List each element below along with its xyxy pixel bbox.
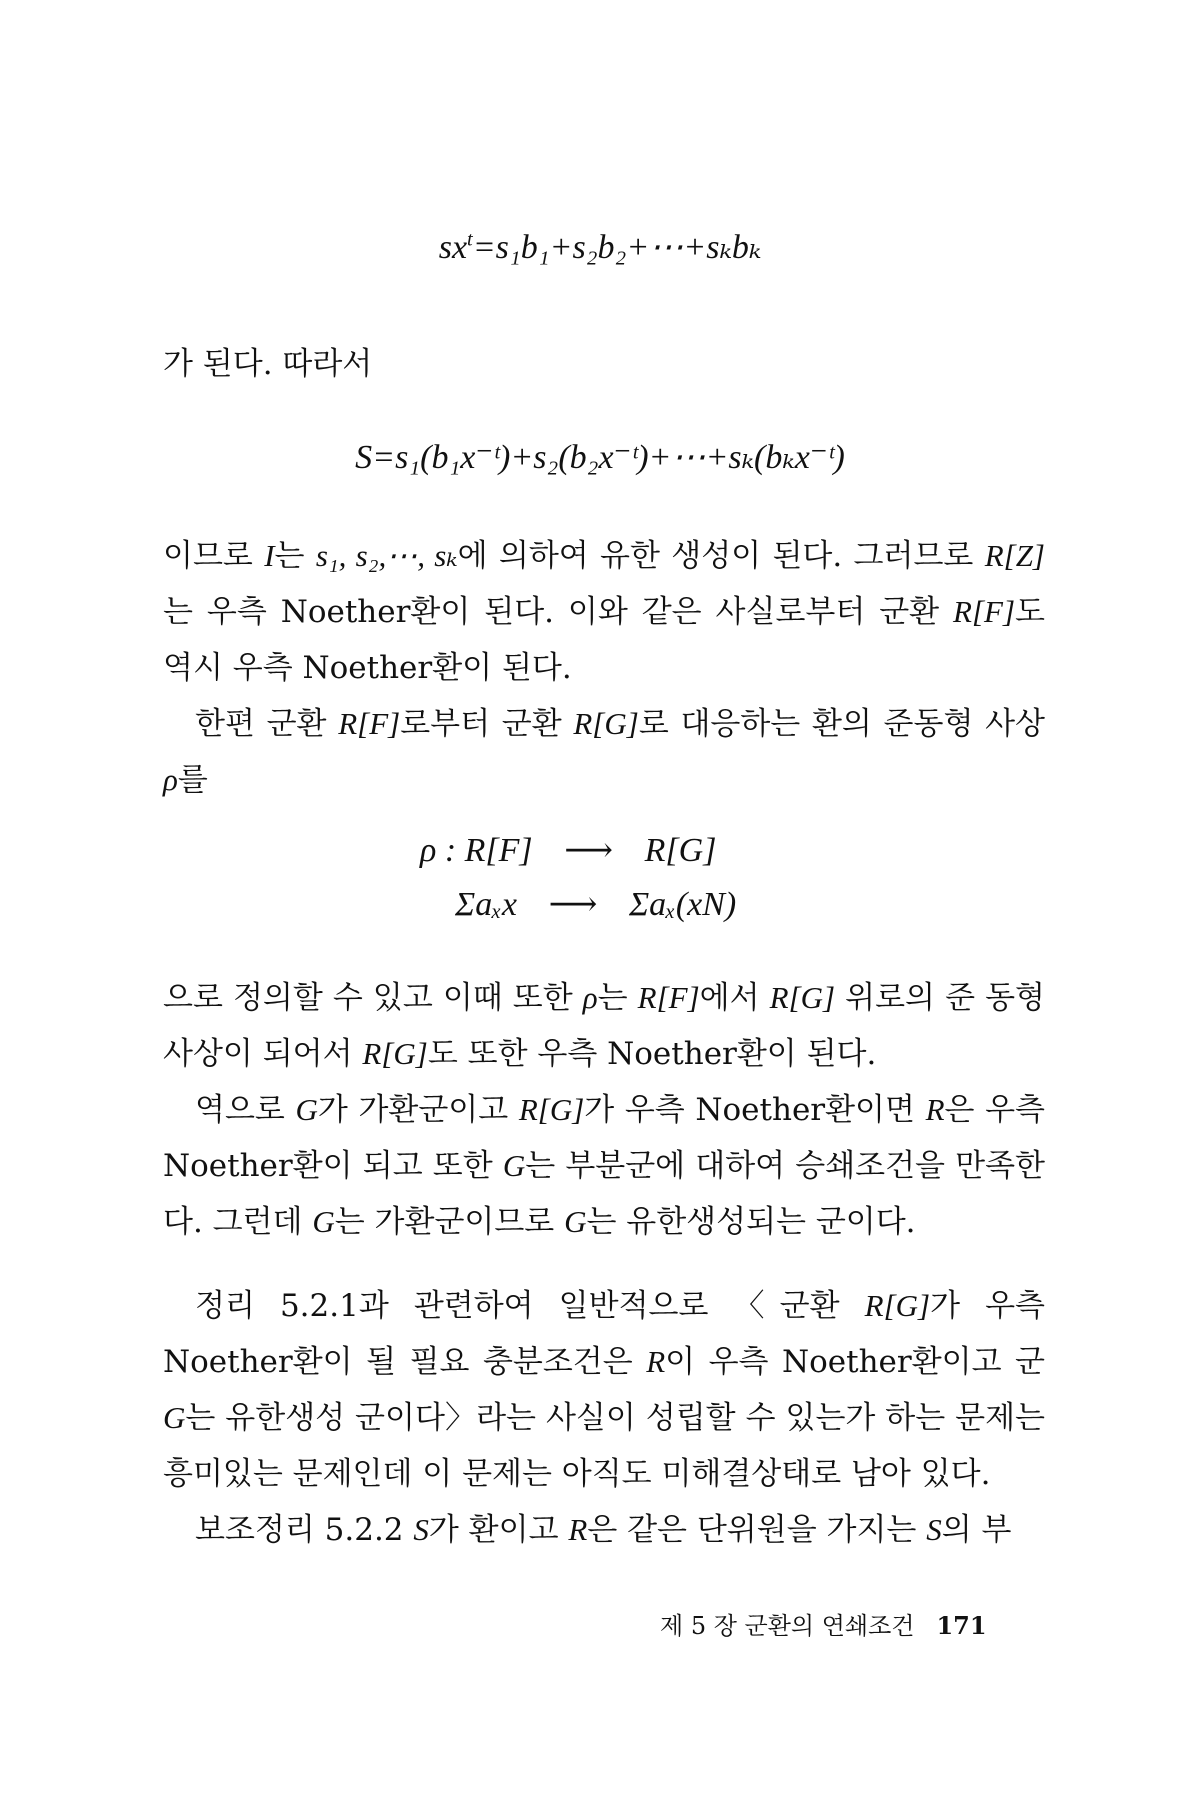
long-arrow-icon: ⟶ [548,886,598,923]
long-arrow-icon: ⟶ [564,832,614,869]
paragraph-onto-homomorphism: 으로 정의할 수 있고 이때 또한 ρ는 R[F]에서 R[G] 위로의 준 동형사상이 되어서 R[G]도 또한 우측 Noether환이 된다. [163,980,1045,1072]
mapping-rho-line2: Σaₓx ⟶ Σaₓ(xN) [455,878,736,932]
page-number: 171 [936,1611,987,1640]
equation-S-sum: S=s₁(b₁x⁻ᵗ)+s₂(b₂x⁻ᵗ)+⋯+sₖ(bₖx⁻ᵗ) [355,439,845,476]
paragraph-finite-generation: 이므로 I는 s₁, s₂,⋯, sₖ에 의하여 유한 생성이 된다. 그러므로 R[Z]는 우측 Noether환이 된다. 이와 같은 사실로부터 군환 R[F]도 역시 우측 Noether환이 된다. [163,538,1045,686]
page-footer [660,1606,987,1641]
mapping-rho-line1: ρ : R[F] ⟶ R[G] [420,824,716,878]
equation-sx-t: $sx^t=s_1b_1+s_2b_2+\cdots+s_kb_k$ [438,228,762,266]
paragraph-open-problem: 정리 5.2.1과 관련하여 일반적으로 〈군환 R[G]가 우측 Noether환이 될 필요 충분조건은 R이 우측 Noether환이고 군 G는 유한생성 군이다〉라는 사실이 성립할 수 있는가 하는 문제는 흥미있는 문제인데 이 문제는 아직도 미해결상태로 남아 있다. [163,1288,1045,1492]
paragraph-ga-doenda: 가 된다. 따라서 [163,346,373,382]
paragraph-converse: 역으로 G가 가환군이고 R[G]가 우측 Noether환이면 R은 우측 Noether환이 되고 또한 G는 부분군에 대하여 승쇄조건을 만족한다. 그런데 G는 가환군이므로 G는 유한생성되는 군이다. [163,1092,1045,1240]
chapter-title: 제 5 장 군환의 연쇄조건 [660,1612,915,1640]
paragraph-lemma-5-2-2: 보조정리 5.2.2 S가 환이고 R은 같은 단위원을 가지는 S의 부 [195,1512,1012,1548]
paragraph-homomorphism-intro: 한편 군환 R[F]로부터 군환 R[G]로 대응하는 환의 준동형 사상 ρ를 [163,706,1045,798]
